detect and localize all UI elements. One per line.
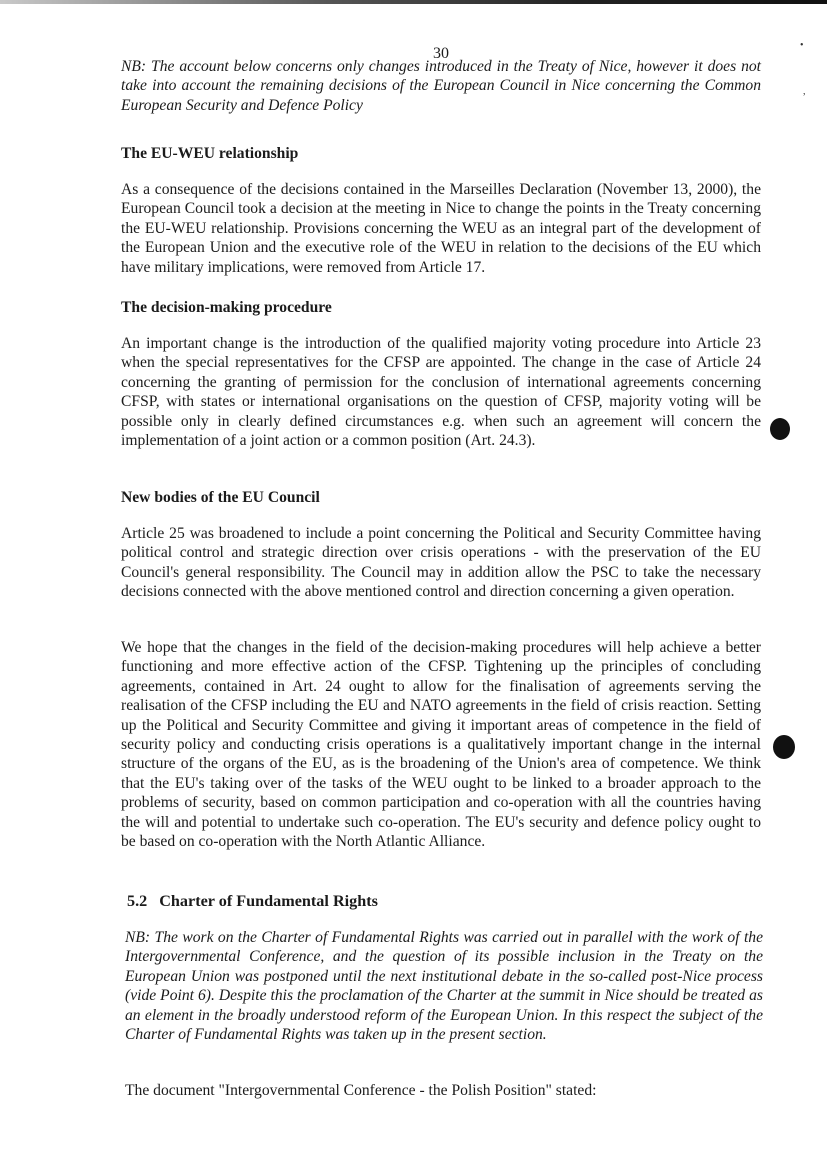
paragraph-new-bodies-2: We hope that the changes in the field of the decision-making procedures will help achieve a better functioning and more effective action of the CFSP. Tightening up the principles of concluding agreements, contained in Art. 24 ought to allow for the finalisation of agreements serving the realisation of the CFSP including the EU and NATO agreements in the field of crisis reaction. Setting up the Political and Security Committee and giving it important areas of competence in the field of security policy and conducting crisis operations is a qualitatively important change in the internal structure of the organs of the EU, as is the broadening of the Union's area of competence. We think that the EU's taking over of the tasks of the WEU ought to be linked to a broader approach to the problems of security, based on common participation and co-operation with all the countries having the will and potential to undertake such co-operation. The EU's security and defence policy ought to be based on co-operation with the North Atlantic Alliance. bbox=[121, 639, 761, 851]
heading-eu-weu: The EU-WEU relationship bbox=[121, 145, 299, 162]
section-title: Charter of Fundamental Rights bbox=[159, 892, 378, 910]
scan-speck: , bbox=[803, 86, 806, 97]
heading-decision-making: The decision-making procedure bbox=[121, 299, 332, 316]
heading-new-bodies: New bodies of the EU Council bbox=[121, 489, 320, 506]
page-number: 30 bbox=[433, 45, 449, 62]
scan-edge bbox=[0, 0, 827, 4]
nb-intro-note: NB: The account below concerns only changes introduced in the Treaty of Nice, however it does not take into account the remaining decisions of the European Council in Nice concerning the Common European Security and Defence Policy bbox=[121, 58, 761, 114]
paragraph-new-bodies-1: Article 25 was broadened to include a point concerning the Political and Security Committee having political control and strategic direction over crisis operations - with the preservation of the EU Council's general responsibility. The Council may in addition allow the PSC to take the necessary decisions connected with the above mentioned control and direction concerning a given operation. bbox=[121, 525, 761, 601]
paragraph-decision-making: An important change is the introduction of the qualified majority voting procedure into Article 23 when the special representatives for the CFSP are appointed. The change in the case of Article 24 concerning the granting of permission for the conclusion of international agreements concerning CFSP, with states or international organisations on the question of CFSP, majority voting will be possible only in clearly defined circumstances e.g. when such an agreement will concern the implementation of a joint action or a common position (Art. 24.3). bbox=[121, 335, 761, 450]
scan-speck: • bbox=[800, 40, 804, 51]
paragraph-eu-weu: As a consequence of the decisions contained in the Marseilles Declaration (November 13, 2000), the European Council took a decision at the meeting in Nice to change the points in the Treaty concerning the EU-WEU relationship. Provisions concerning the WEU as an integral part of the development of the European Union and the executive role of the WEU in relation to the decisions of the EU which have military implications, were removed from Article 17. bbox=[121, 181, 761, 276]
heading-charter bbox=[127, 892, 378, 911]
nb-charter-note: NB: The work on the Charter of Fundamental Rights was carried out in parallel with the work of the Intergovernmental Conference, and the question of its possible inclusion in the Treaty on the European Union was postponed until the next institutional debate in the so-called post-Nice process (vide Point 6). Despite this the proclamation of the Charter at the summit in Nice should be treated as an element in the broadly understood reform of the European Union. In this respect the subject of the Charter of Fundamental Rights was taken up in the present section. bbox=[125, 929, 763, 1044]
punch-hole-mark bbox=[770, 418, 790, 440]
section-number: 5.2 bbox=[127, 892, 148, 910]
closing-statement: The document "Intergovernmental Conference - the Polish Position" stated: bbox=[125, 1082, 597, 1099]
punch-hole-mark bbox=[773, 735, 795, 759]
